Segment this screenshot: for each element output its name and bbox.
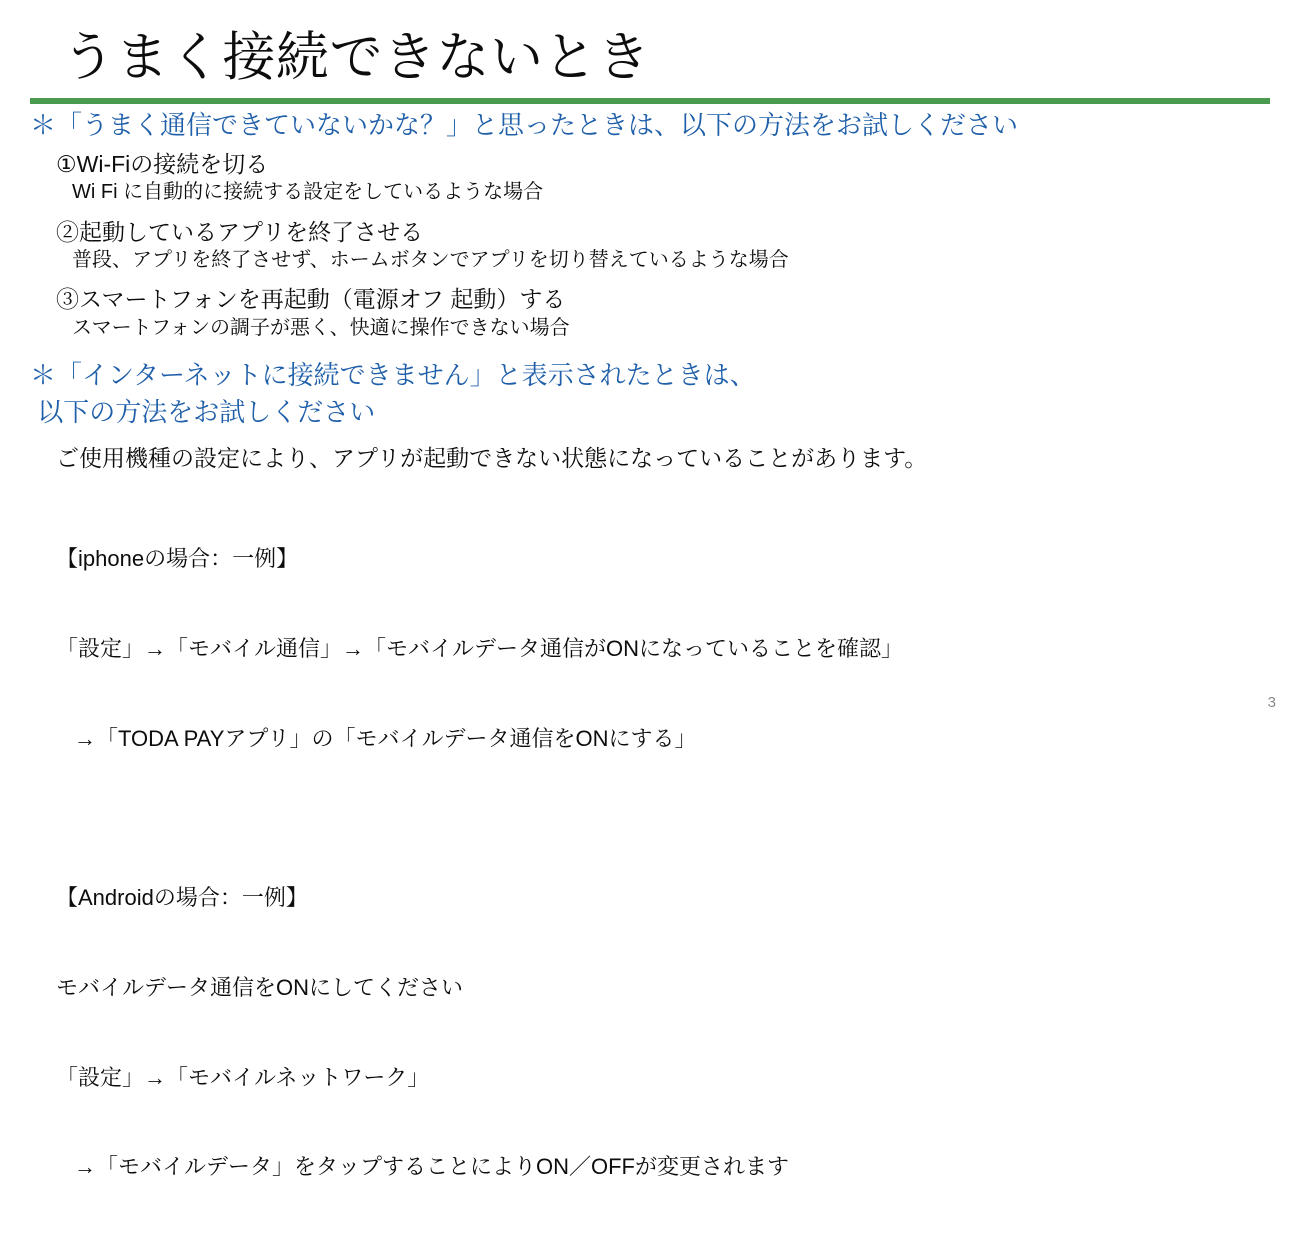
android-instructions-line-3: 「設定」→「モバイルネットワーク」 — [56, 1064, 430, 1090]
android-instructions — [0, 823, 1300, 1242]
slide-body — [0, 108, 1300, 1242]
section-1-heading: ＊「うまく通信できていないかな？」と思ったときは、以下の方法をお試しください — [30, 110, 1019, 140]
list-item-title: ②起動しているアプリを終了させる — [56, 218, 424, 245]
title-divider — [30, 98, 1270, 104]
iphone-instructions-line-3: →「TODA PAYアプリ」の「モバイルデータ通信をONにする」 — [74, 725, 697, 751]
section-2-heading-line-2: 以下の方法をお試しください — [30, 396, 376, 427]
android-instructions-line-1: 【Androidの場合：一例】 — [56, 885, 308, 911]
list-item-title: ③スマートフォンを再起動（電源オフ 起動）する — [56, 286, 566, 313]
page-number: 3 — [1267, 694, 1276, 711]
iphone-instructions — [0, 484, 1300, 813]
list-item — [0, 217, 1300, 275]
list-item-subtext: 普段、アプリを終了させず、ホームボタンでアプリを切り替えているような場合 — [72, 249, 789, 272]
section-2-heading-line-1: ＊「インターネットに接続できません」と表示されたときは、 — [30, 360, 756, 391]
android-instructions-line-2: モバイルデータ通信をONにしてください — [56, 974, 464, 1000]
list-item-subtext: スマートフォンの調子が悪く、快適に操作できない場合 — [72, 316, 570, 339]
section-2-paragraph: ご使用機種の設定により、アプリが起動できない状態になっていることがあります。 — [56, 444, 928, 471]
android-instructions-line-4: →「モバイルデータ」をタップすることによりON／OFFが変更されます — [74, 1154, 789, 1180]
iphone-instructions-line-1: 【iphoneの場合：一例】 — [56, 546, 299, 572]
list-item — [0, 284, 1300, 342]
list-item — [0, 149, 1300, 207]
list-item-subtext: Wi Fi に自動的に接続する設定をしているような場合 — [72, 181, 544, 204]
list-item-title: ①Wi-Fiの接続を切る — [56, 150, 269, 177]
page-title: うまく接続できないとき — [62, 28, 651, 87]
iphone-instructions-line-2: 「設定」→「モバイル通信」→「モバイルデータ通信がONになっていることを確認」 — [56, 635, 904, 661]
